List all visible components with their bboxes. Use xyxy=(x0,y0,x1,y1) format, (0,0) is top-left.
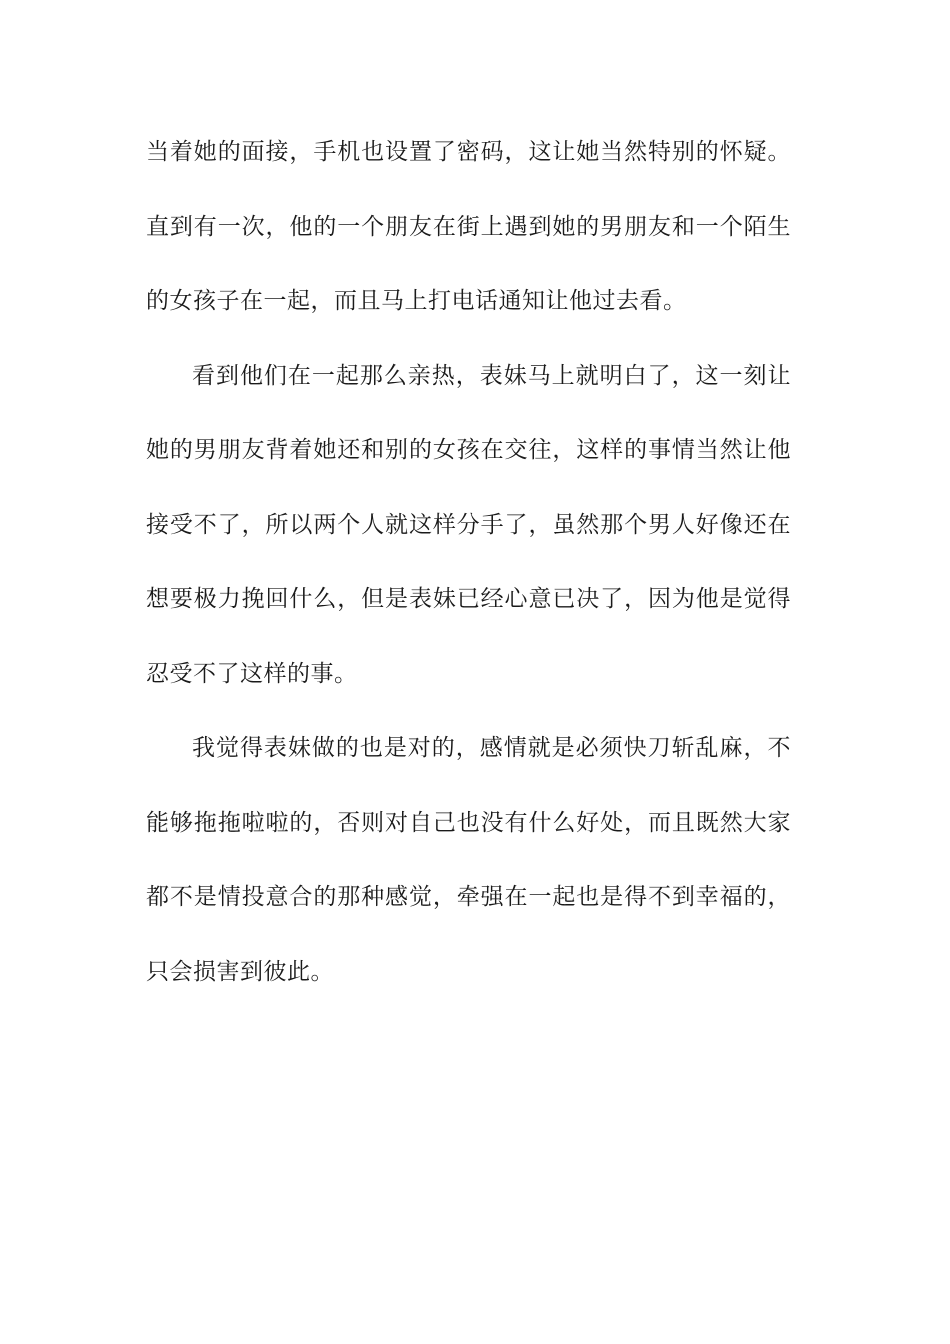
paragraph-line: 能够拖拖啦啦的，否则对自己也没有什么好处，而且既然大家 xyxy=(146,809,791,836)
paragraph-line: 只会损害到彼此。 xyxy=(146,958,334,985)
paragraph-line: 接受不了，所以两个人就这样分手了，虽然那个男人好像还在 xyxy=(146,511,791,538)
paragraph-line: 看到他们在一起那么亲热，表妹马上就明白了，这一刻让 xyxy=(192,362,791,389)
body-text xyxy=(146,127,791,1021)
paragraph-line: 她的男朋友背着她还和别的女孩在交往，这样的事情当然让他 xyxy=(146,437,791,463)
paragraph-line: 想要极力挽回什么，但是表妹已经心意已决了，因为他是觉得 xyxy=(146,586,791,612)
paragraph-line: 都不是情投意合的那种感觉，牵强在一起也是得不到幸福的， xyxy=(146,884,791,910)
paragraph-line: 的女孩子在一起，而且马上打电话通知让他过去看。 xyxy=(146,288,687,314)
paragraph-line: 我觉得表妹做的也是对的，感情就是必须快刀斩乱麻，不 xyxy=(192,735,791,761)
paragraph-line: 当着她的面接，手机也设置了密码，这让她当然特别的怀疑。 xyxy=(146,139,791,165)
paragraph-line: 直到有一次，他的一个朋友在街上遇到她的男朋友和一个陌生 xyxy=(146,213,791,240)
paragraph-line: 忍受不了这样的事。 xyxy=(146,660,358,687)
